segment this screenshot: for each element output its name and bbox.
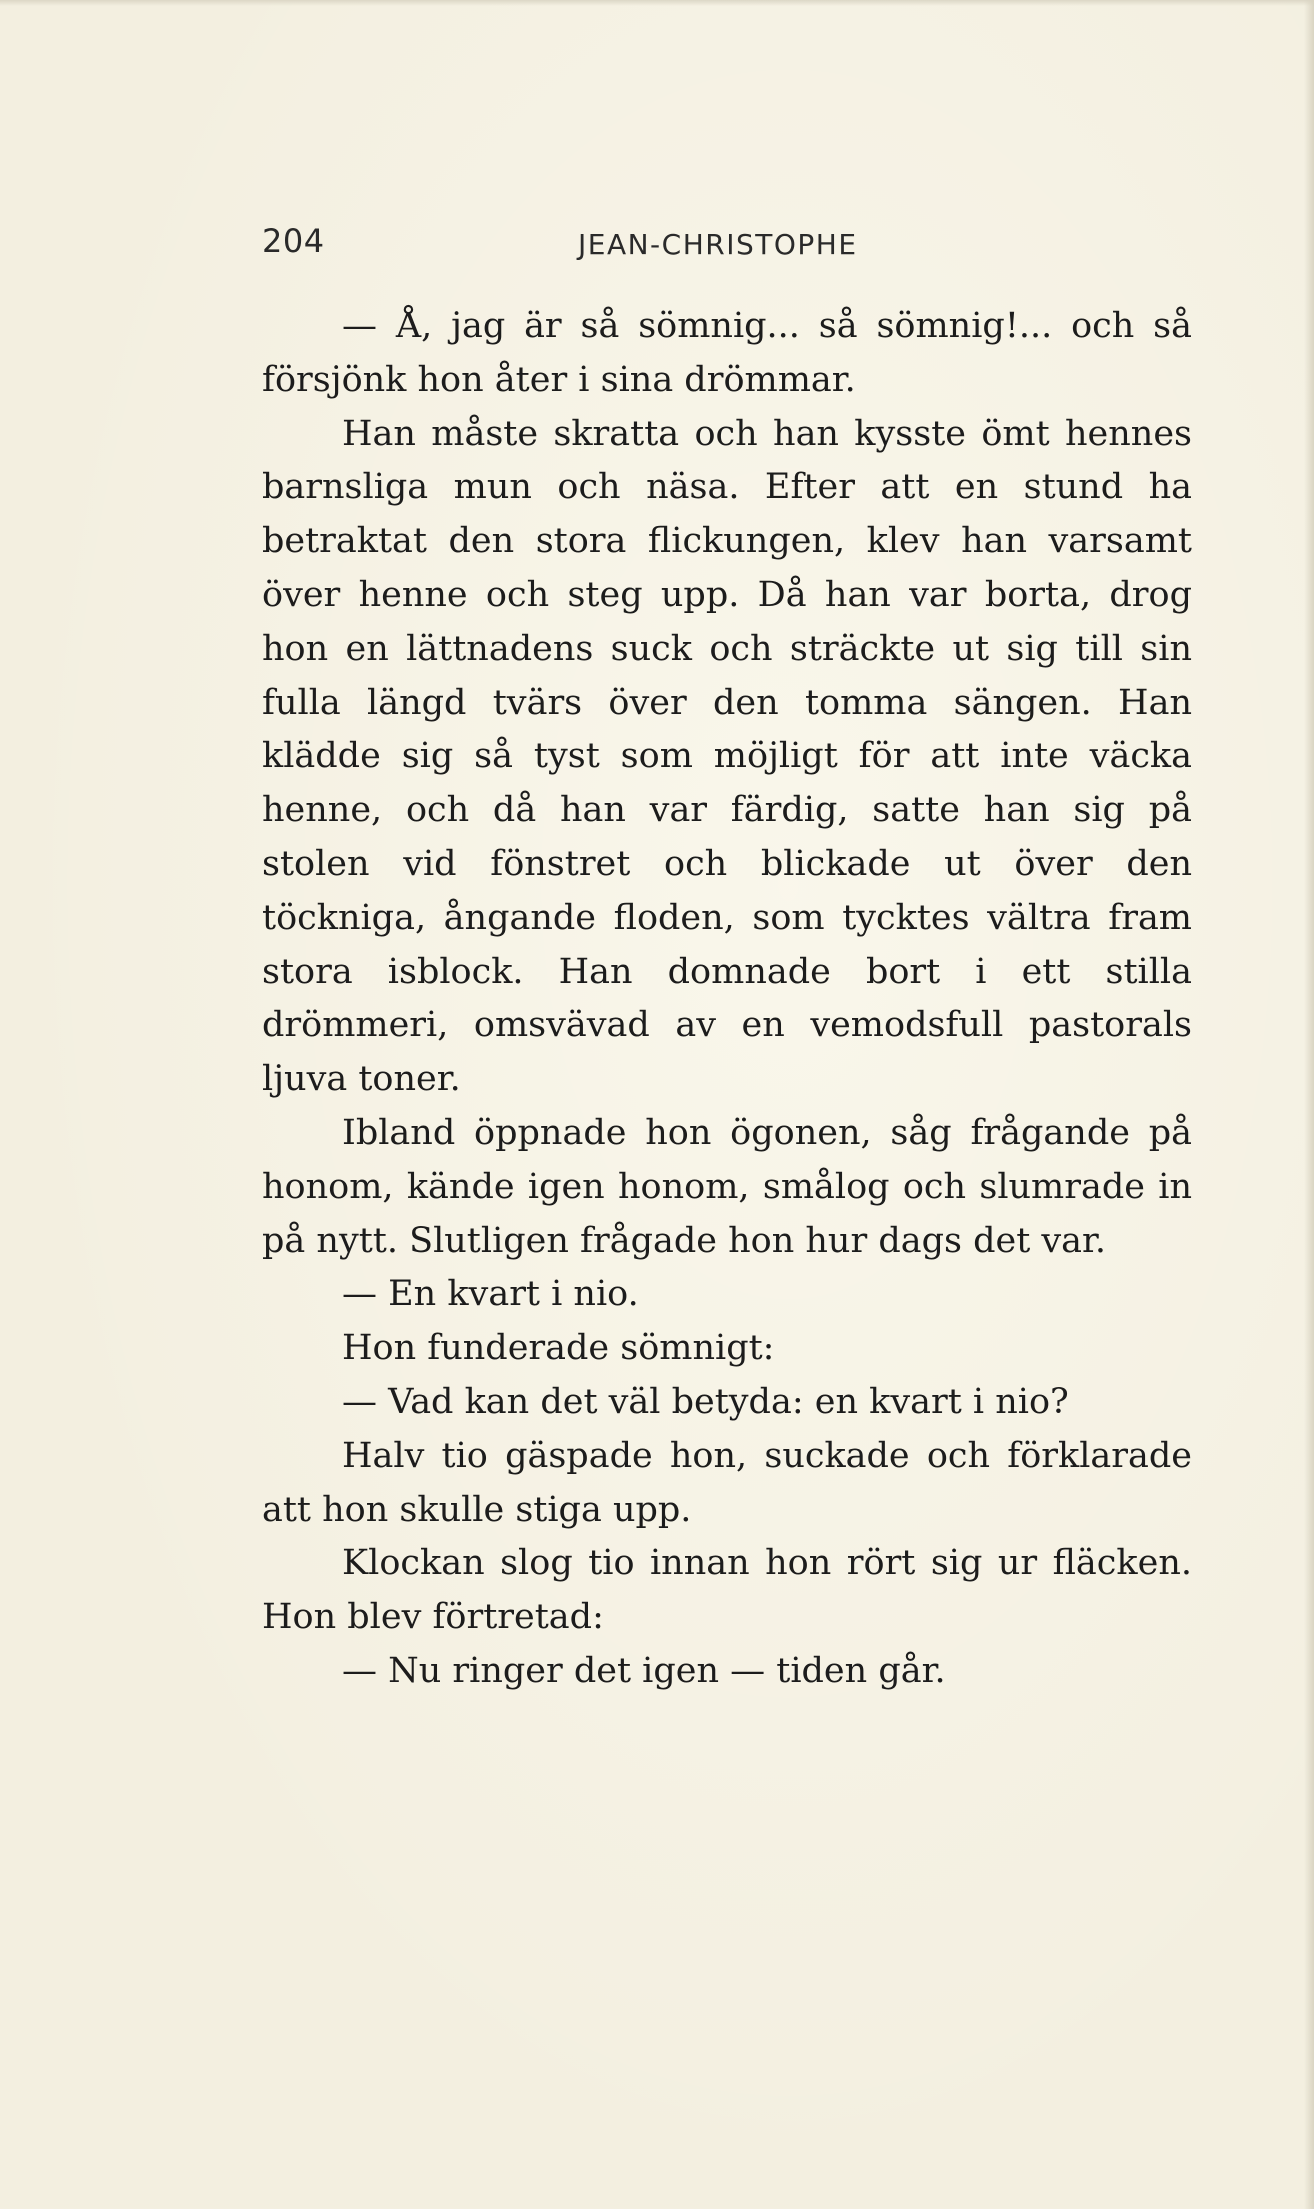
- paragraph: — Vad kan det väl betyda: en kvart i nio?: [342, 1381, 1069, 1422]
- paragraph: Ibland öppnade hon ögonen, såg frågande på honom, kände igen honom, smålog och slumrade in på nytt. Slutligen frågade hon hur dags det var.: [262, 1112, 1192, 1261]
- running-head: JEAN-CHRISTOPHE: [578, 228, 858, 261]
- paragraph: — Å, jag är så sömnig... så sömnig!... och så försjönk hon åter i sina drömmar.: [262, 306, 1192, 400]
- page-number: 204: [262, 222, 325, 260]
- paragraph: — En kvart i nio.: [342, 1274, 639, 1315]
- paragraph: — Nu ringer det igen — tiden går.: [342, 1650, 946, 1691]
- paragraph: Klockan slog tio innan hon rört sig ur fläcken. Hon blev förtretad:: [262, 1543, 1192, 1638]
- paragraph: Hon funderade sömnigt:: [342, 1328, 775, 1369]
- body-text: [262, 300, 1192, 1699]
- paragraph: Han måste skratta och han kysste ömt hennes barnsliga mun och näsa. Efter att en stund ha betraktat den stora flickungen, klev han varsamt över henne och steg upp. Då han var borta, drog hon en lättnadens suck och sträckte ut sig till sin fulla längd tvärs över den tomma sängen. Han klädde sig så tyst som möjligt för att inte väcka henne, och då han var färdig, satte han sig på stolen vid fönstret och blickade ut över den töckniga, ångande floden, som tycktes vältra fram stora isblock. Han domnade bort i ett stilla drömmeri, omsvävad av en vemodsfull pastorals ljuva toner.: [262, 413, 1192, 1100]
- page-right-edge: [1304, 0, 1314, 2209]
- paragraph: Halv tio gäspade hon, suckade och förklarade att hon skulle stiga upp.: [262, 1435, 1192, 1530]
- page-top-edge: [0, 0, 1314, 6]
- page-header: [262, 222, 1202, 272]
